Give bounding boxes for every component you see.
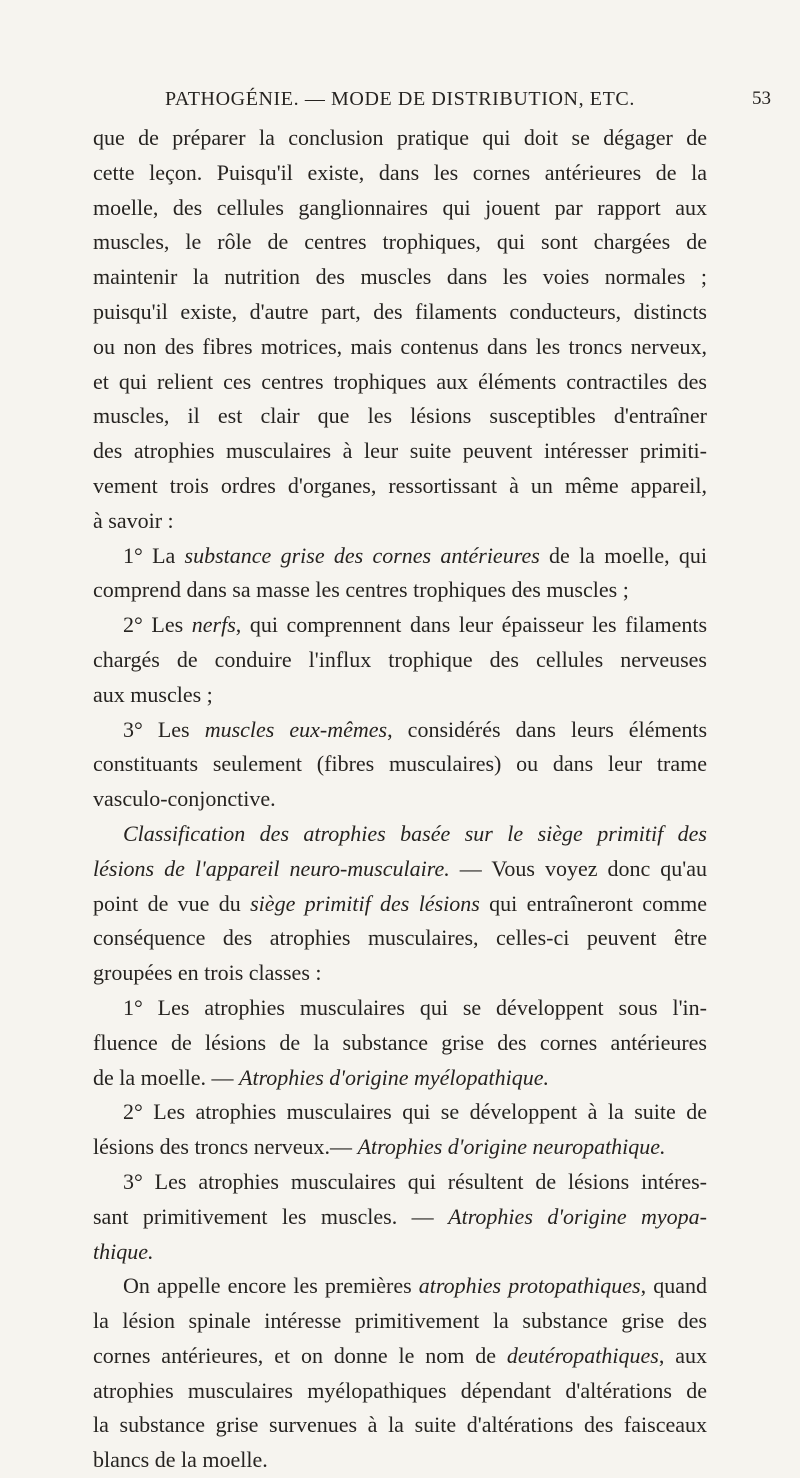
- text-run: de la moelle, qui: [539, 542, 707, 568]
- list-item-substance-grise: [93, 539, 707, 574]
- text-run: , quand: [640, 1273, 707, 1299]
- text-line: à savoir :: [93, 507, 174, 533]
- class-item-2: 2° Les atrophies musculaires qui se développent à la suite de: [123, 1099, 707, 1125]
- text-line: [93, 1339, 707, 1374]
- text-run: , aux: [658, 1342, 708, 1368]
- text-line: [93, 1130, 707, 1165]
- text-run: 1° La: [123, 542, 185, 568]
- text-line: la lésion spinale intéresse primitivement la substance grise des: [93, 1308, 707, 1334]
- class-item-1: 1° Les atrophies musculaires qui se développent sous l'in-: [123, 994, 707, 1020]
- emphasis: Atrophies d'origine neuropathique.: [357, 1134, 666, 1160]
- text-line: [93, 1061, 707, 1096]
- text-run: On appelle encore les premières: [123, 1273, 419, 1299]
- emphasis: muscles eux-mêmes: [204, 716, 388, 742]
- text-line: moelle, des cellules ganglionnaires qui jouent par rapport aux: [93, 194, 707, 220]
- text-line: thique.: [93, 1238, 154, 1264]
- text-line: et qui relient ces centres trophiques aux éléments contractiles des: [93, 368, 707, 394]
- text-line: que de préparer la conclusion pratique qui doit se dégager de: [93, 125, 707, 150]
- emphasis: substance grise des cornes antérieures: [184, 542, 540, 568]
- text-line: vement trois ordres d'organes, ressortissant à un même appareil,: [93, 472, 707, 498]
- text-run: de la moelle. —: [93, 1064, 240, 1090]
- text-line: [93, 887, 707, 922]
- text-line: atrophies musculaires myélopathiques dépendant d'altérations de: [93, 1377, 707, 1403]
- text-line: aux muscles ;: [93, 681, 213, 707]
- emphasis: atrophies protopathiques: [418, 1273, 641, 1299]
- text-line: puisqu'il existe, d'autre part, des filaments conducteurs, distincts: [93, 298, 707, 324]
- text-line: comprend dans sa masse les centres trophiques des muscles ;: [93, 577, 629, 603]
- text-line: [93, 1200, 707, 1235]
- emphasis: Atrophies d'origine myélopathique.: [239, 1064, 550, 1090]
- text-line: fluence de lésions de la substance grise des cornes antérieures: [93, 1029, 707, 1055]
- text-line: muscles, le rôle de centres trophiques, qui sont chargées de: [93, 229, 707, 255]
- emphasis: nerfs: [191, 612, 236, 638]
- text-run: sant primitivement les muscles. —: [93, 1203, 449, 1229]
- section-heading-cont: lésions de l'appareil neuro-musculaire.: [93, 855, 450, 881]
- running-title: PATHOGÉNIE. — MODE DE DISTRIBUTION, ETC.: [165, 88, 635, 110]
- body-text: [93, 121, 707, 1478]
- class-item-3: 3° Les atrophies musculaires qui résultent de lésions intéres-: [123, 1168, 707, 1194]
- emphasis: siège primitif des lésions: [250, 890, 480, 916]
- text-run: 2° Les: [123, 612, 192, 638]
- text-line: cette leçon. Puisqu'il existe, dans les cornes antérieures de la: [93, 159, 707, 185]
- text-line: la substance grise survenues à la suite d'altérations des faisceaux: [93, 1412, 707, 1438]
- text-line: [93, 852, 707, 887]
- text-line: ou non des fibres motrices, mais contenus dans les troncs nerveux,: [93, 333, 707, 359]
- text-run: — Vous voyez donc qu'au: [449, 855, 707, 881]
- text-line: groupées en trois classes :: [93, 960, 322, 986]
- emphasis: deutéropathiques: [506, 1342, 659, 1368]
- text-run: point de vue du: [93, 890, 251, 916]
- text-line: chargés de conduire l'influx trophique des cellules nerveuses: [93, 646, 707, 672]
- text-line: constituants seulement (fibres musculaires) ou dans leur trame: [93, 751, 707, 777]
- list-item-muscles: [93, 713, 707, 748]
- text-line: maintenir la nutrition des muscles dans les voies normales ;: [93, 264, 707, 290]
- text-line: conséquence des atrophies musculaires, celles-ci peuvent être: [93, 925, 707, 951]
- text-run: cornes antérieures, et on donne le nom de: [93, 1342, 507, 1368]
- text-line: muscles, il est clair que les lésions susceptibles d'entraîner: [93, 403, 707, 429]
- emphasis: Atrophies d'origine myopa-: [448, 1203, 708, 1229]
- text-run: 3° Les: [123, 716, 205, 742]
- text-line: blancs de la moelle.: [93, 1447, 268, 1473]
- running-header: [135, 88, 785, 112]
- text-line: des atrophies musculaires à leur suite peuvent intéresser primiti-: [93, 438, 707, 464]
- page-number: 53: [752, 88, 771, 109]
- text-line: [93, 1269, 707, 1304]
- text-line: vasculo-conjonctive.: [93, 786, 276, 812]
- text-run: , qui comprennent dans leur épaisseur les filaments: [235, 612, 708, 638]
- list-item-nerfs: [93, 608, 707, 643]
- text-run: lésions des troncs nerveux.—: [93, 1134, 358, 1160]
- text-run: , considérés dans leurs éléments: [387, 716, 708, 742]
- text-run: qui entraîneront comme: [479, 890, 707, 916]
- section-heading: Classification des atrophies basée sur le siège primitif des: [123, 820, 707, 846]
